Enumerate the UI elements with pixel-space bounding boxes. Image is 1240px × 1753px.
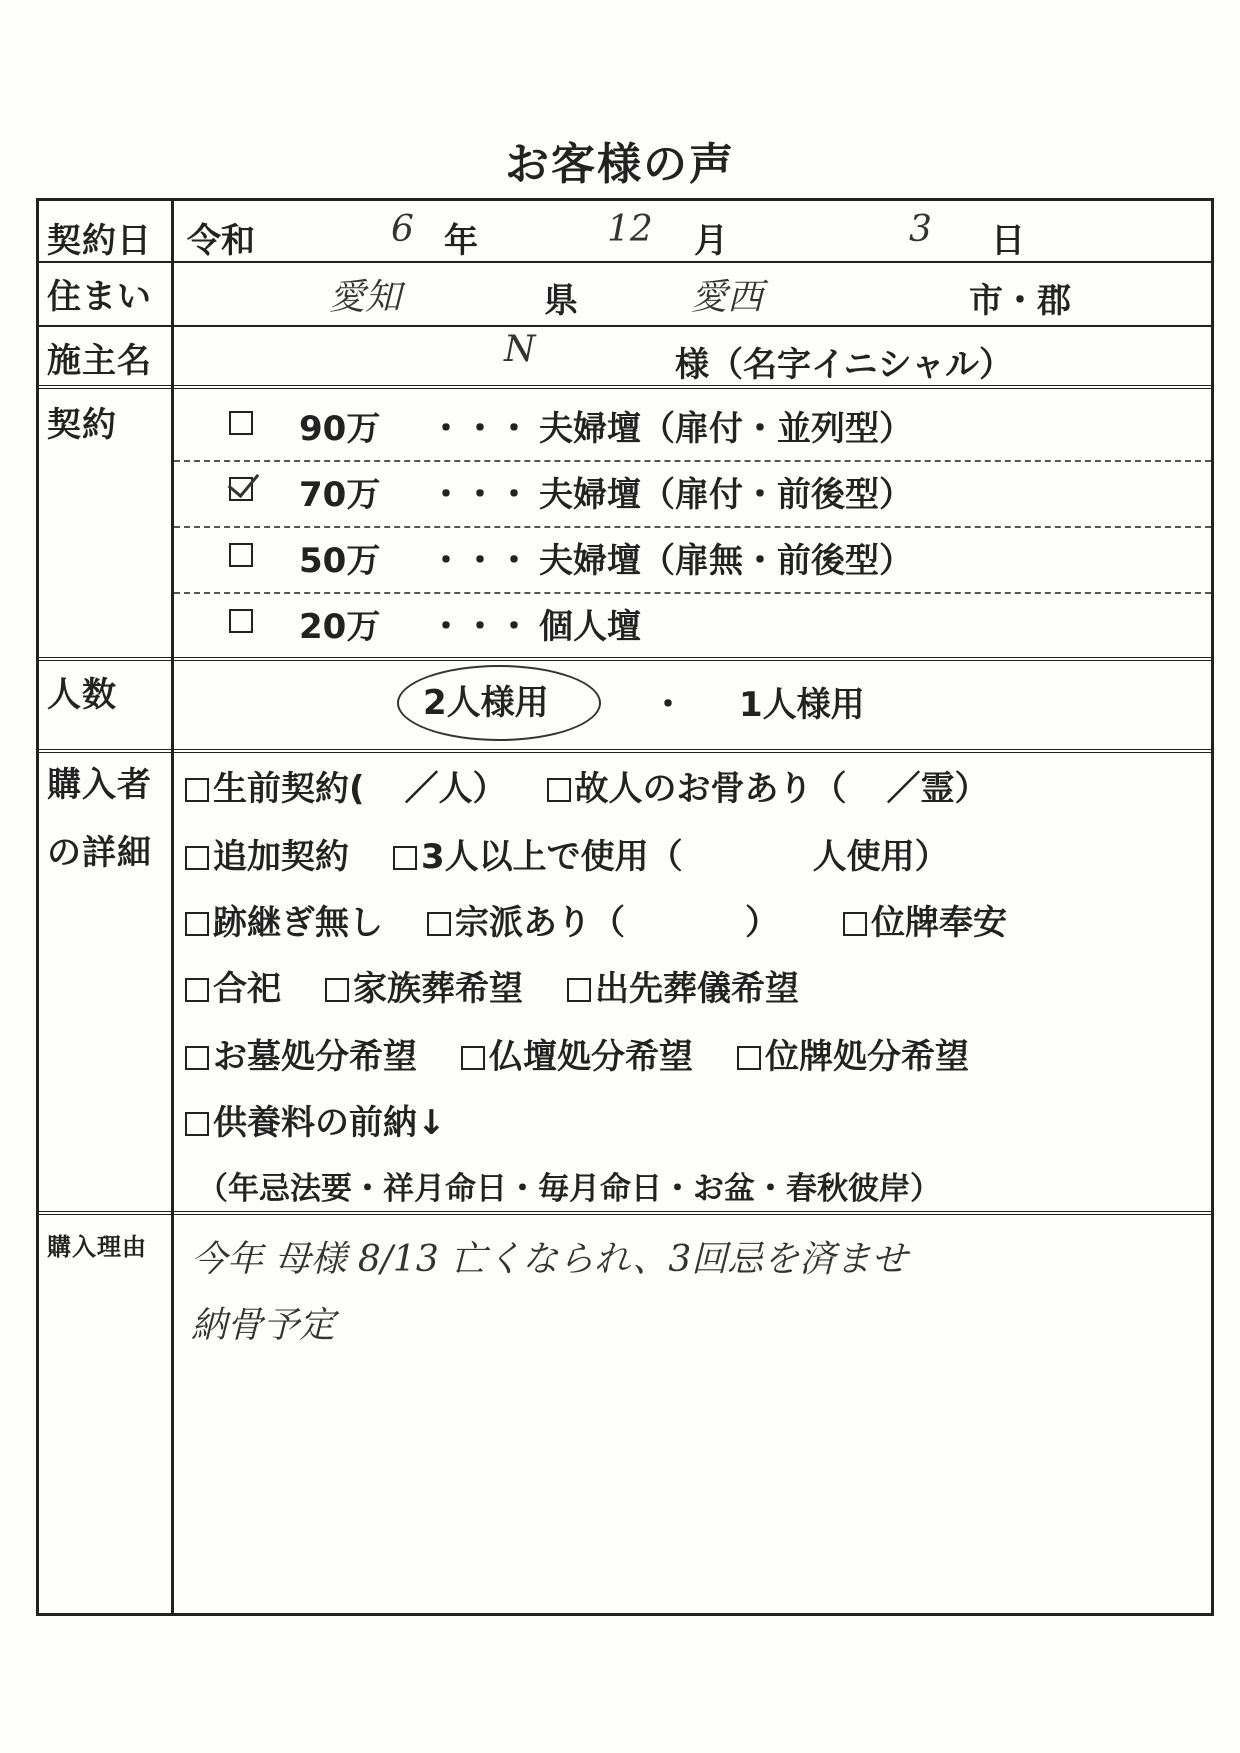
reason-line-2[interactable]: 納骨予定 bbox=[191, 1305, 336, 1346]
memorial-types: （年忌法要・祥月命日・毎月命日・お盆・春秋彼岸） bbox=[197, 1171, 941, 1207]
buyer-details-label-2: の詳細 bbox=[47, 833, 152, 873]
outside-funeral-checkbox[interactable] bbox=[567, 978, 591, 1002]
month-value[interactable]: 12 bbox=[607, 209, 653, 250]
three-plus-label: 3人以上で使用（ bbox=[421, 837, 683, 877]
option-desc: 夫婦壇（扉無・前後型） bbox=[539, 541, 913, 581]
option-price: 20万 bbox=[299, 607, 381, 647]
detail-row-5 bbox=[185, 1029, 969, 1078]
detail-row-6 bbox=[185, 1095, 446, 1144]
page-title: お客様の声 bbox=[505, 139, 735, 190]
ihai-enshrine-label: 位牌奉安 bbox=[871, 903, 1007, 943]
outside-funeral-label: 出先葬儀希望 bbox=[595, 969, 799, 1009]
year-unit: 年 bbox=[444, 221, 478, 261]
option-desc: 夫婦壇（扉付・前後型） bbox=[539, 475, 913, 515]
option-divider bbox=[174, 592, 1211, 594]
buyer-details-label: 購入者 bbox=[47, 765, 152, 805]
option-dots: ・・・ bbox=[429, 541, 531, 581]
prefecture-value[interactable]: 愛知 bbox=[329, 277, 402, 318]
contract-label: 契約 bbox=[47, 405, 117, 445]
ihai-disposal-label: 位牌処分希望 bbox=[765, 1037, 969, 1077]
people-label: 人数 bbox=[47, 675, 117, 715]
owner-initial[interactable]: N bbox=[504, 329, 536, 370]
owner-label: 施主名 bbox=[47, 341, 152, 381]
pre-need-label: 生前契約( bbox=[213, 769, 365, 809]
joint-enshrine-label: 合祀 bbox=[213, 969, 281, 1009]
sect-end: ） bbox=[745, 903, 779, 943]
remains-label: 故人のお骨あり（ bbox=[574, 769, 847, 809]
remains-end: 霊） bbox=[920, 769, 989, 809]
memorial-prepay-label: 供養料の前納↓ bbox=[213, 1103, 446, 1143]
detail-row-1 bbox=[185, 761, 989, 810]
option-90-checkbox[interactable] bbox=[229, 411, 253, 435]
people-one-option[interactable]: 1人様用 bbox=[739, 685, 865, 725]
memorial-prepay-checkbox[interactable] bbox=[185, 1112, 209, 1136]
additional-contract-label: 追加契約 bbox=[213, 837, 349, 877]
label-column-divider bbox=[171, 201, 174, 1613]
remains-slash: ／ bbox=[886, 769, 921, 809]
row-divider bbox=[39, 325, 1211, 327]
row-divider bbox=[39, 385, 1211, 389]
option-dots: ・・・ bbox=[429, 409, 531, 449]
family-funeral-label: 家族葬希望 bbox=[353, 969, 523, 1009]
option-dots: ・・・ bbox=[429, 475, 531, 515]
sect-checkbox[interactable] bbox=[427, 912, 451, 936]
year-value[interactable]: 6 bbox=[391, 209, 414, 250]
owner-suffix: 様（名字イニシャル） bbox=[675, 345, 1013, 385]
additional-contract-checkbox[interactable] bbox=[185, 846, 209, 870]
option-20-checkbox[interactable] bbox=[229, 609, 253, 633]
row-divider bbox=[39, 261, 1211, 263]
pre-need-checkbox[interactable] bbox=[185, 778, 209, 802]
reason-label: 購入理由 bbox=[47, 1233, 147, 1261]
people-two-option[interactable]: 2人様用 bbox=[423, 683, 549, 723]
altar-disposal-label: 仏壇処分希望 bbox=[489, 1037, 693, 1077]
option-50-checkbox[interactable] bbox=[229, 543, 253, 567]
day-value[interactable]: 3 bbox=[909, 209, 932, 250]
option-price: 50万 bbox=[299, 541, 381, 581]
option-dots: ・・・ bbox=[429, 607, 531, 647]
people-separator: ・ bbox=[651, 685, 685, 725]
option-divider bbox=[174, 460, 1211, 462]
pre-need-slash: ／ bbox=[404, 769, 439, 809]
ihai-disposal-checkbox[interactable] bbox=[737, 1046, 761, 1070]
option-70-checkbox[interactable] bbox=[229, 477, 253, 501]
grave-disposal-label: お墓処分希望 bbox=[213, 1037, 417, 1077]
detail-row-4 bbox=[185, 961, 799, 1010]
row-divider bbox=[39, 657, 1211, 661]
prefecture-unit: 県 bbox=[544, 281, 578, 321]
sect-label: 宗派あり（ bbox=[455, 903, 625, 943]
no-successor-label: 跡継ぎ無し bbox=[213, 903, 383, 943]
row-divider bbox=[39, 749, 1211, 753]
option-divider bbox=[174, 526, 1211, 528]
option-desc: 夫婦壇（扉付・並列型） bbox=[539, 409, 913, 449]
month-unit: 月 bbox=[694, 221, 728, 261]
reason-line-1[interactable]: 今年 母様 8/13 亡くなられ、3回忌を済ませ bbox=[191, 1239, 908, 1280]
city-unit: 市・郡 bbox=[969, 281, 1071, 321]
row-divider bbox=[39, 1211, 1211, 1215]
detail-row-2 bbox=[185, 829, 949, 878]
day-unit: 日 bbox=[991, 221, 1025, 261]
pre-need-end: 人） bbox=[438, 769, 507, 809]
joint-enshrine-checkbox[interactable] bbox=[185, 978, 209, 1002]
grave-disposal-checkbox[interactable] bbox=[185, 1046, 209, 1070]
contract-date-label: 契約日 bbox=[47, 221, 152, 261]
option-desc: 個人壇 bbox=[539, 607, 641, 647]
no-successor-checkbox[interactable] bbox=[185, 912, 209, 936]
three-plus-end: 人使用） bbox=[812, 837, 949, 877]
option-price: 70万 bbox=[299, 475, 381, 515]
city-value[interactable]: 愛西 bbox=[691, 277, 764, 318]
residence-label: 住まい bbox=[47, 277, 152, 317]
remains-checkbox[interactable] bbox=[547, 778, 571, 802]
era-label: 令和 bbox=[187, 221, 255, 261]
altar-disposal-checkbox[interactable] bbox=[461, 1046, 485, 1070]
option-price: 90万 bbox=[299, 409, 381, 449]
detail-row-3 bbox=[185, 895, 1007, 944]
three-plus-checkbox[interactable] bbox=[393, 846, 417, 870]
survey-form bbox=[36, 198, 1214, 1616]
family-funeral-checkbox[interactable] bbox=[325, 978, 349, 1002]
ihai-enshrine-checkbox[interactable] bbox=[843, 912, 867, 936]
